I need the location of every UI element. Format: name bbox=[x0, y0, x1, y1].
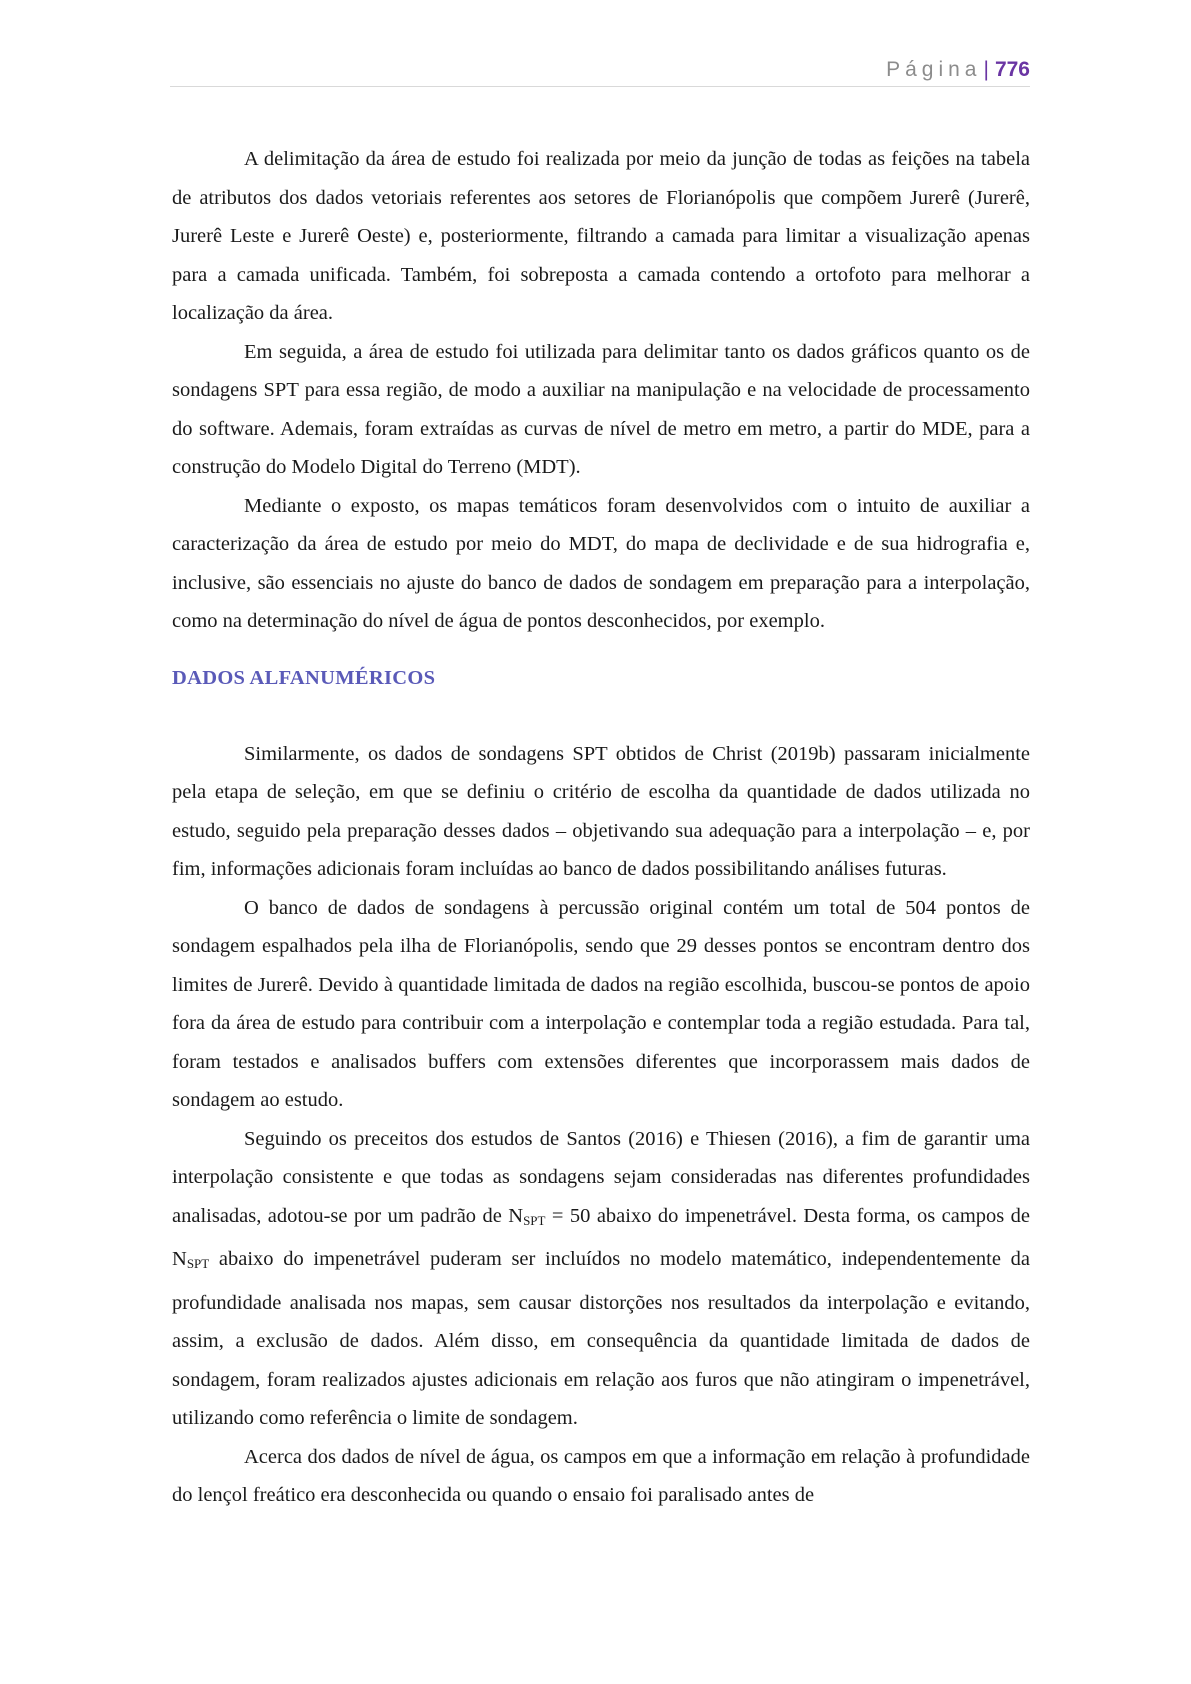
paragraph: Acerca dos dados de nível de água, os campos em que a informação em relação à profundidade do lençol freático era desconhecida ou quando o ensaio foi paralisado antes de bbox=[172, 1445, 1030, 1506]
paragraph: Mediante o exposto, os mapas temáticos foram desenvolvidos com o intuito de auxiliar a caracterização da área de estudo por meio do MDT, do mapa de declividade e de sua hidrografia e, inclusive, são essenciais no ajuste do banco de dados de sondagem em preparação para a interpolação, como na determinação do nível de água de pontos desconhecidos, por exemplo. bbox=[172, 494, 1030, 632]
text-segment: abaixo do impenetrável puderam ser incluídos no modelo matemático, independentemente da profundidade analisada nos mapas, sem causar distorções nos resultados da interpolação e evitando, assim, a exclusão de dados. Além disso, em consequência da quantidade limitada de dados de sondagem, foram realizados ajustes adicionais em relação aos furos que não atingiram o impenetrável, utilizando como referência o limite de sondagem. bbox=[172, 1248, 1030, 1429]
paragraph-nspt bbox=[172, 1120, 1030, 1438]
subscript-spt: SPT bbox=[523, 1212, 546, 1228]
page-number-label bbox=[886, 58, 1030, 82]
page-header bbox=[170, 56, 1030, 87]
paragraph: O banco de dados de sondagens à percussão original contém um total de 504 pontos de sondagem espalhados pela ilha de Florianópolis, sendo que 29 desses pontos se encontram dentro dos limites de Jurerê. Devido à quantidade limitada de dados na região escolhida, buscou-se pontos de apoio fora da área de estudo para contribuir com a interpolação e contemplar toda a região estudada. Para tal, foram testados e analisados buffers com extensões diferentes que incorporassem mais dados de sondagem ao estudo. bbox=[172, 896, 1030, 1111]
subscript-spt: SPT bbox=[186, 1256, 210, 1271]
header-separator: | bbox=[983, 58, 989, 81]
page-word: Página bbox=[886, 58, 982, 81]
text-segment: = 50 abaixo do impenetrável. Desta forma, os campos de N bbox=[172, 1204, 1031, 1270]
page-number: 776 bbox=[994, 58, 1030, 81]
paragraph: A delimitação da área de estudo foi realizada por meio da junção de todas as feições na tabela de atributos dos dados vetoriais referentes aos setores de Florianópolis que compõem Jurerê (Jurerê, Jurerê Leste e Jurerê Oeste) e, posteriormente, filtrando a camada para limitar a visualização apenas para a camada unificada. Também, foi sobreposta a camada contendo a ortofoto para melhorar a localização da área. bbox=[172, 148, 1030, 324]
paragraph: Em seguida, a área de estudo foi utilizada para delimitar tanto os dados gráficos quanto os de sondagens SPT para essa região, de modo a auxiliar na manipulação e na velocidade de processamento do software. Ademais, foram extraídas as curvas de nível de metro em metro, a partir do MDE, para a construção do Modelo Digital do Terreno (MDT). bbox=[172, 340, 1030, 478]
section-heading: DADOS ALFANUMÉRICOS bbox=[172, 666, 436, 689]
document-body bbox=[172, 140, 1030, 1515]
text-segment: Seguindo os preceitos dos estudos de Santos (2016) e Thiesen (2016), a fim de garantir uma interpolação consistente e que todas as sondagens sejam consideradas nas diferentes profundidades analisadas, adotou-se por um padrão de N bbox=[172, 1127, 1030, 1227]
paragraph: Similarmente, os dados de sondagens SPT obtidos de Christ (2019b) passaram inicialmente pela etapa de seleção, em que se definiu o critério de escolha da quantidade de dados utilizada no estudo, seguido pela preparação desses dados – objetivando sua adequação para a interpolação – e, por fim, informações adicionais foram incluídas ao banco de dados possibilitando análises futuras. bbox=[172, 742, 1030, 880]
